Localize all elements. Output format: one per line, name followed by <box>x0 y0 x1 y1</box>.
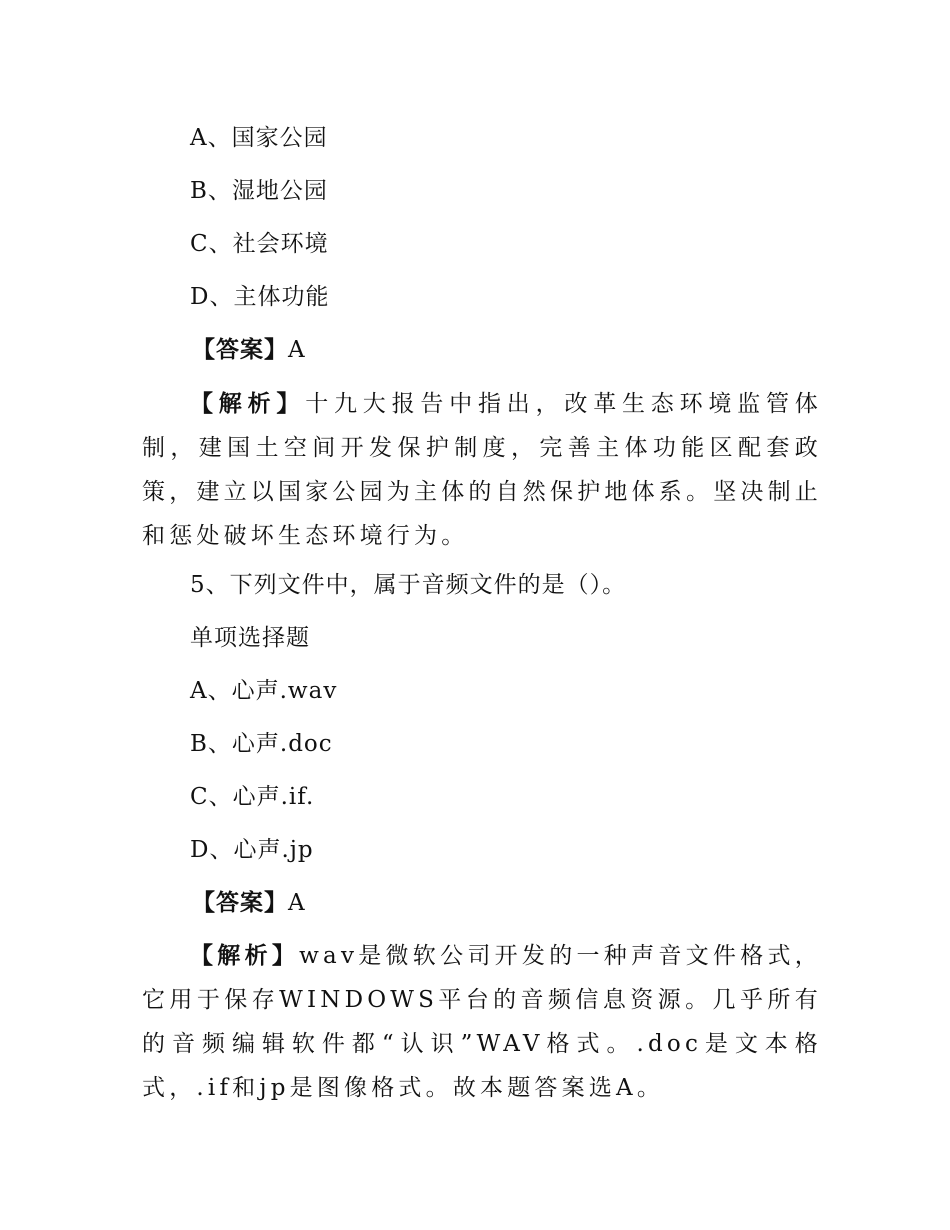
q5-analysis-label: 【解析】 <box>190 942 300 969</box>
q4-answer-value: A <box>288 337 306 363</box>
q5-option-b: B、心声.doc <box>190 731 333 757</box>
q5-option-c: C、心声.if. <box>190 784 315 810</box>
q4-analysis-text: 十九大报告中指出，改革生态环境监管体制，建国土空间开发保护制度，完善主体功能区配套政策，建立以国家公园为主体的自然保护地体系。坚决制止和惩处破坏生态环境行为。 <box>142 391 822 549</box>
q4-analysis <box>142 382 822 558</box>
q4-option-d: D、主体功能 <box>190 284 330 310</box>
q4-option-c: C、社会环境 <box>190 231 329 257</box>
q5-stem: 5、下列文件中，属于音频文件的是（）。 <box>190 572 627 598</box>
q5-question-type: 单项选择题 <box>190 625 310 651</box>
q5-answer <box>192 888 306 918</box>
q4-option-b: B、湿地公园 <box>190 178 328 204</box>
q5-analysis-text: wav是微软公司开发的一种声音文件格式，它用于保存WINDOWS平台的音频信息资源。几乎所有的音频编辑软件都“认识”WAV格式。.doc是文本格式，.if和jp是图像格式。故本题答案选A。 <box>142 943 822 1101</box>
q4-answer <box>192 335 306 365</box>
q4-analysis-label: 【解析】 <box>190 390 306 417</box>
q5-option-d: D、心声.jp <box>190 837 314 863</box>
q5-option-a: A、心声.wav <box>190 678 338 704</box>
q4-option-a: A、国家公园 <box>190 125 328 151</box>
q5-answer-value: A <box>288 890 306 916</box>
q4-answer-label: 【答案】 <box>192 336 288 363</box>
q5-analysis <box>142 934 822 1110</box>
q5-answer-label: 【答案】 <box>192 889 288 916</box>
